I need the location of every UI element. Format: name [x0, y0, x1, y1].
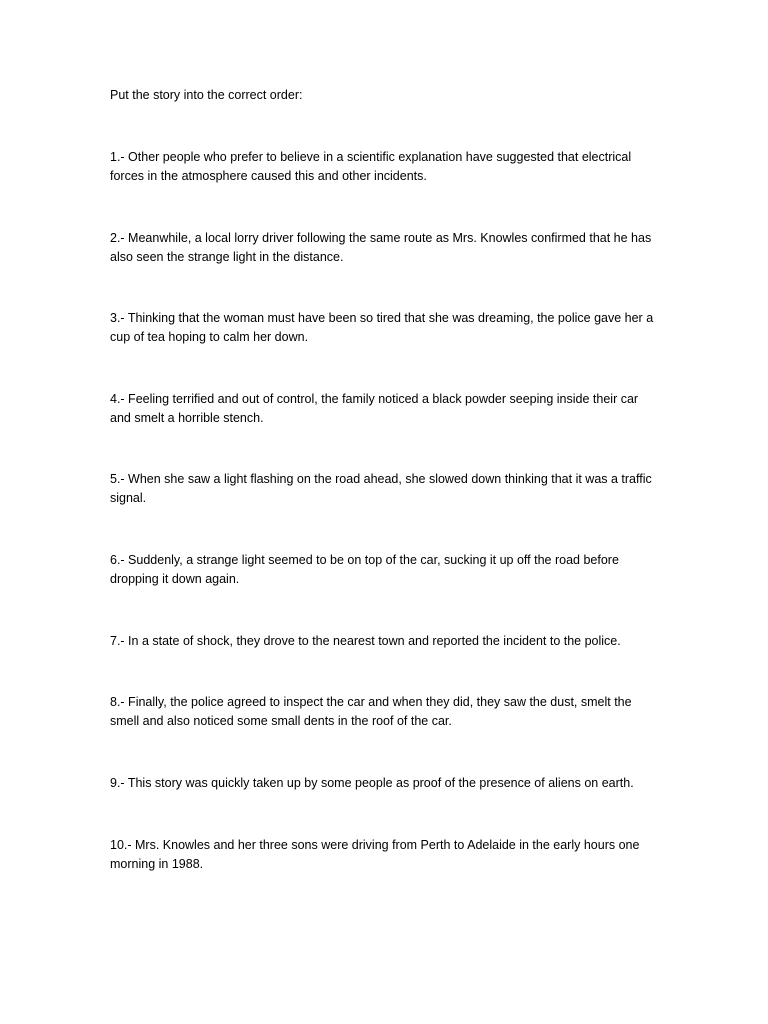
story-sentence-6: 6.- Suddenly, a strange light seemed to be on top of the car, sucking it up off the road before dropping it down again.	[110, 553, 619, 586]
story-sentence-5: 5.- When she saw a light flashing on the road ahead, she slowed down thinking that it was a traffic signal.	[110, 472, 652, 505]
story-sentence-7: 7.- In a state of shock, they drove to the nearest town and reported the incident to the police.	[110, 634, 621, 648]
story-sentence-2: 2.- Meanwhile, a local lorry driver following the same route as Mrs. Knowles confirmed that he has also seen the strange light in the distance.	[110, 231, 652, 264]
story-sentence-9: 9.- This story was quickly taken up by some people as proof of the presence of aliens on earth.	[110, 776, 634, 790]
instruction-text: Put the story into the correct order:	[110, 88, 303, 102]
story-sentence-8: 8.- Finally, the police agreed to inspect the car and when they did, they saw the dust, smelt the smell and also noticed some small dents in the roof of the car.	[110, 695, 632, 728]
document-page	[110, 86, 658, 871]
story-sentence-3: 3.- Thinking that the woman must have been so tired that she was dreaming, the police gave her a cup of tea hoping to calm her down.	[110, 311, 654, 344]
story-sentence-1: 1.- Other people who prefer to believe in a scientific explanation have suggested that electrical forces in the atmosphere caused this and other incidents.	[110, 150, 632, 183]
story-sentence-4: 4.- Feeling terrified and out of control, the family noticed a black powder seeping inside their car and smelt a horrible stench.	[110, 392, 639, 425]
story-sentence-10: 10.- Mrs. Knowles and her three sons were driving from Perth to Adelaide in the early hours one morning in 1988.	[110, 838, 640, 871]
